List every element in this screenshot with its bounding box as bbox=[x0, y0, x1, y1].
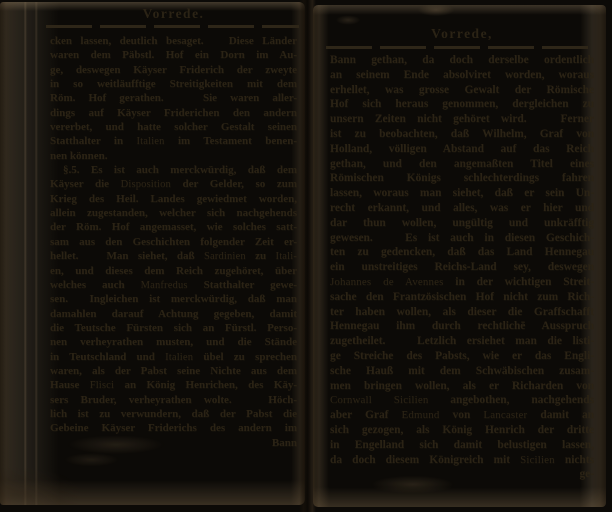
text-line: ter haben wollen, als dieser die Graffschafft bbox=[330, 305, 594, 318]
text-line: unsern Zeiten nicht gehöret wird. Ferner bbox=[330, 113, 594, 126]
left-header-rule bbox=[46, 25, 299, 28]
antiqua-word: Italien bbox=[165, 351, 194, 363]
antiqua-word: Cornwall bbox=[330, 394, 372, 407]
text-line: der Röm. Hof angemasset, wie solches satt- bbox=[50, 221, 297, 234]
text-line: an seinem Ende absolviret worden, woraus bbox=[330, 68, 594, 81]
text-line: Krieg des Heil. Landes gewiedmet worden, bbox=[50, 192, 297, 205]
antiqua-word: Manfredus bbox=[140, 279, 188, 291]
text-line: ten zu gedencken, daß das Land Hennegau bbox=[330, 246, 594, 259]
text-line: aber Graf Edmund von Lancaster damit an bbox=[330, 409, 594, 422]
antiqua-word: Edmund bbox=[401, 409, 440, 422]
text-line: nen können. bbox=[50, 149, 108, 162]
antiqua-word: Lancaster bbox=[483, 409, 528, 422]
text-line: Gebeine Käyser Friderichs des andern im bbox=[50, 422, 297, 435]
text-line: zugetheilet. Letzlich ersiehet man die listi- bbox=[330, 335, 594, 348]
text-line: gethan, und den angemaßten Titel eines bbox=[330, 157, 594, 170]
text-line: §.5. Es ist auch merckwürdig, daß dem bbox=[63, 164, 297, 177]
antiqua-word: Sicilien bbox=[393, 394, 429, 407]
text-line: Römischen Königs schlechterdings fahren bbox=[330, 172, 594, 185]
catchword: Bann bbox=[271, 436, 297, 449]
text-line: in Teutschland und Italien übel zu sprechen bbox=[50, 350, 297, 363]
right-header-rule bbox=[326, 46, 596, 49]
catchword: ge- bbox=[579, 468, 594, 481]
text-line: sam aus den Geschichten folgender Zeit er- bbox=[50, 235, 297, 248]
book-gutter-shadow bbox=[299, 0, 316, 512]
text-line: sich gezogen, als König Henrich der dritte bbox=[330, 423, 594, 436]
text-line: recht erkannt, und alles, was er hier und bbox=[330, 201, 594, 214]
text-line: ein unstreitiges Reichs-Land sey, deswegen bbox=[330, 261, 594, 274]
text-line: sen. Ingleichen ist merckwürdig, daß man bbox=[50, 293, 297, 306]
left-page bbox=[0, 2, 305, 505]
text-line: in so weitläufftige Streitigkeiten mit dem bbox=[50, 78, 297, 91]
text-line: da doch diesem Königreich mit Sicilien nichts bbox=[330, 453, 594, 466]
text-line: waren dem Päbstl. Hof ein Dorn im Au- bbox=[50, 49, 297, 62]
text-line: welches auch Manfredus Statthalter gewe- bbox=[50, 278, 297, 291]
text-line: en, und dieses dem Reich zugehöret, über bbox=[50, 264, 297, 277]
text-line: Cornwall Sicilien angebothen, nachgehends bbox=[330, 394, 594, 407]
text-line: lich ist zu verwundern, daß der Pabst die bbox=[50, 407, 297, 420]
text-line: nen verheyrathen musten, und die Stände bbox=[50, 336, 297, 349]
antiqua-word: Disposition bbox=[120, 179, 171, 191]
text-line: Bann gethan, da doch derselbe ordentlich bbox=[330, 54, 594, 66]
text-line: hellet. Man siehet, daß Sardinien zu Itali- bbox=[50, 250, 297, 263]
text-line: Käyser die Disposition der Gelder, so zum bbox=[50, 178, 297, 191]
text-line: sche Hauß mit dem Schwäbischen zusam- bbox=[330, 364, 594, 377]
text-line: allein zugestanden, welcher sich nachgehends bbox=[50, 207, 297, 220]
text-line: Hof sich heraus genommen, dergleichen zu bbox=[330, 98, 594, 111]
right-page-header: Vorrede, bbox=[431, 26, 493, 41]
text-line: ge Streiche des Pabsts, wie er das Engli- bbox=[330, 349, 594, 362]
text-line: ist zu beobachten, daß Wilhelm, Graf von bbox=[330, 127, 594, 140]
text-line: in Engelland sich damit belustigen lassen, bbox=[330, 438, 594, 451]
antiqua-word: Itali- bbox=[275, 251, 297, 263]
left-page-header: Vorrede. bbox=[142, 6, 205, 21]
antiqua-word: Flisci bbox=[89, 380, 115, 392]
text-line: lassen, woraus man siehet, daß er sein Un- bbox=[330, 187, 594, 200]
text-line: Holland, völligen Abstand auf das Reich bbox=[330, 142, 594, 155]
right-page-text bbox=[330, 53, 594, 482]
text-line: dings auf Käyser Friderichen den andern bbox=[50, 106, 297, 119]
right-page bbox=[313, 5, 606, 507]
text-line: sache den Frantzösischen Hof nicht zum Rich- bbox=[330, 290, 594, 303]
antiqua-word: Sicilien bbox=[520, 453, 555, 466]
text-line: die Teutsche Fürsten sich an Fürstl. Perso- bbox=[50, 321, 297, 334]
antiqua-word: Sardinien bbox=[203, 251, 246, 263]
text-line: ge, deswegen Käyser Friderich der zweyte bbox=[50, 63, 297, 76]
text-line: sers Bruder, verheyrathen wolte. Höch- bbox=[50, 393, 297, 406]
text-line: men bringen wollen, als er Richarden von bbox=[330, 379, 594, 392]
text-line: Röm. Hof gerathen. Sie waren aller- bbox=[50, 92, 297, 105]
text-line: waren, als der Pabst seine Nichte aus dem bbox=[50, 364, 297, 377]
left-page-text bbox=[50, 34, 297, 450]
text-line: vererbet, und hatte solcher Gestalt seinen bbox=[50, 121, 297, 134]
text-line: Hennegau ihm durch rechtlichē Ausspruch bbox=[330, 320, 594, 333]
text-line: Johannes de Avennes in der wichtigen Streit- bbox=[330, 275, 594, 288]
text-line: Hause Flisci an König Henrichen, des Käy- bbox=[50, 379, 297, 392]
text-line: Statthalter in Italien im Testament benen- bbox=[50, 135, 297, 148]
text-line: erhellet, was grosse Gewalt der Römische bbox=[330, 83, 594, 96]
text-line: gewesen. Es ist auch in diesen Geschich- bbox=[330, 231, 594, 244]
antiqua-word: Johannes de Avennes bbox=[330, 275, 444, 288]
text-line: damahlen darauf Achtung gegeben, damit bbox=[50, 307, 297, 320]
text-line: cken lassen, deutlich besaget. Diese Länder bbox=[50, 35, 297, 47]
text-line: dar thun wollen, ungültig und unkräfftig bbox=[330, 216, 594, 229]
antiqua-word: Italien bbox=[136, 136, 165, 148]
